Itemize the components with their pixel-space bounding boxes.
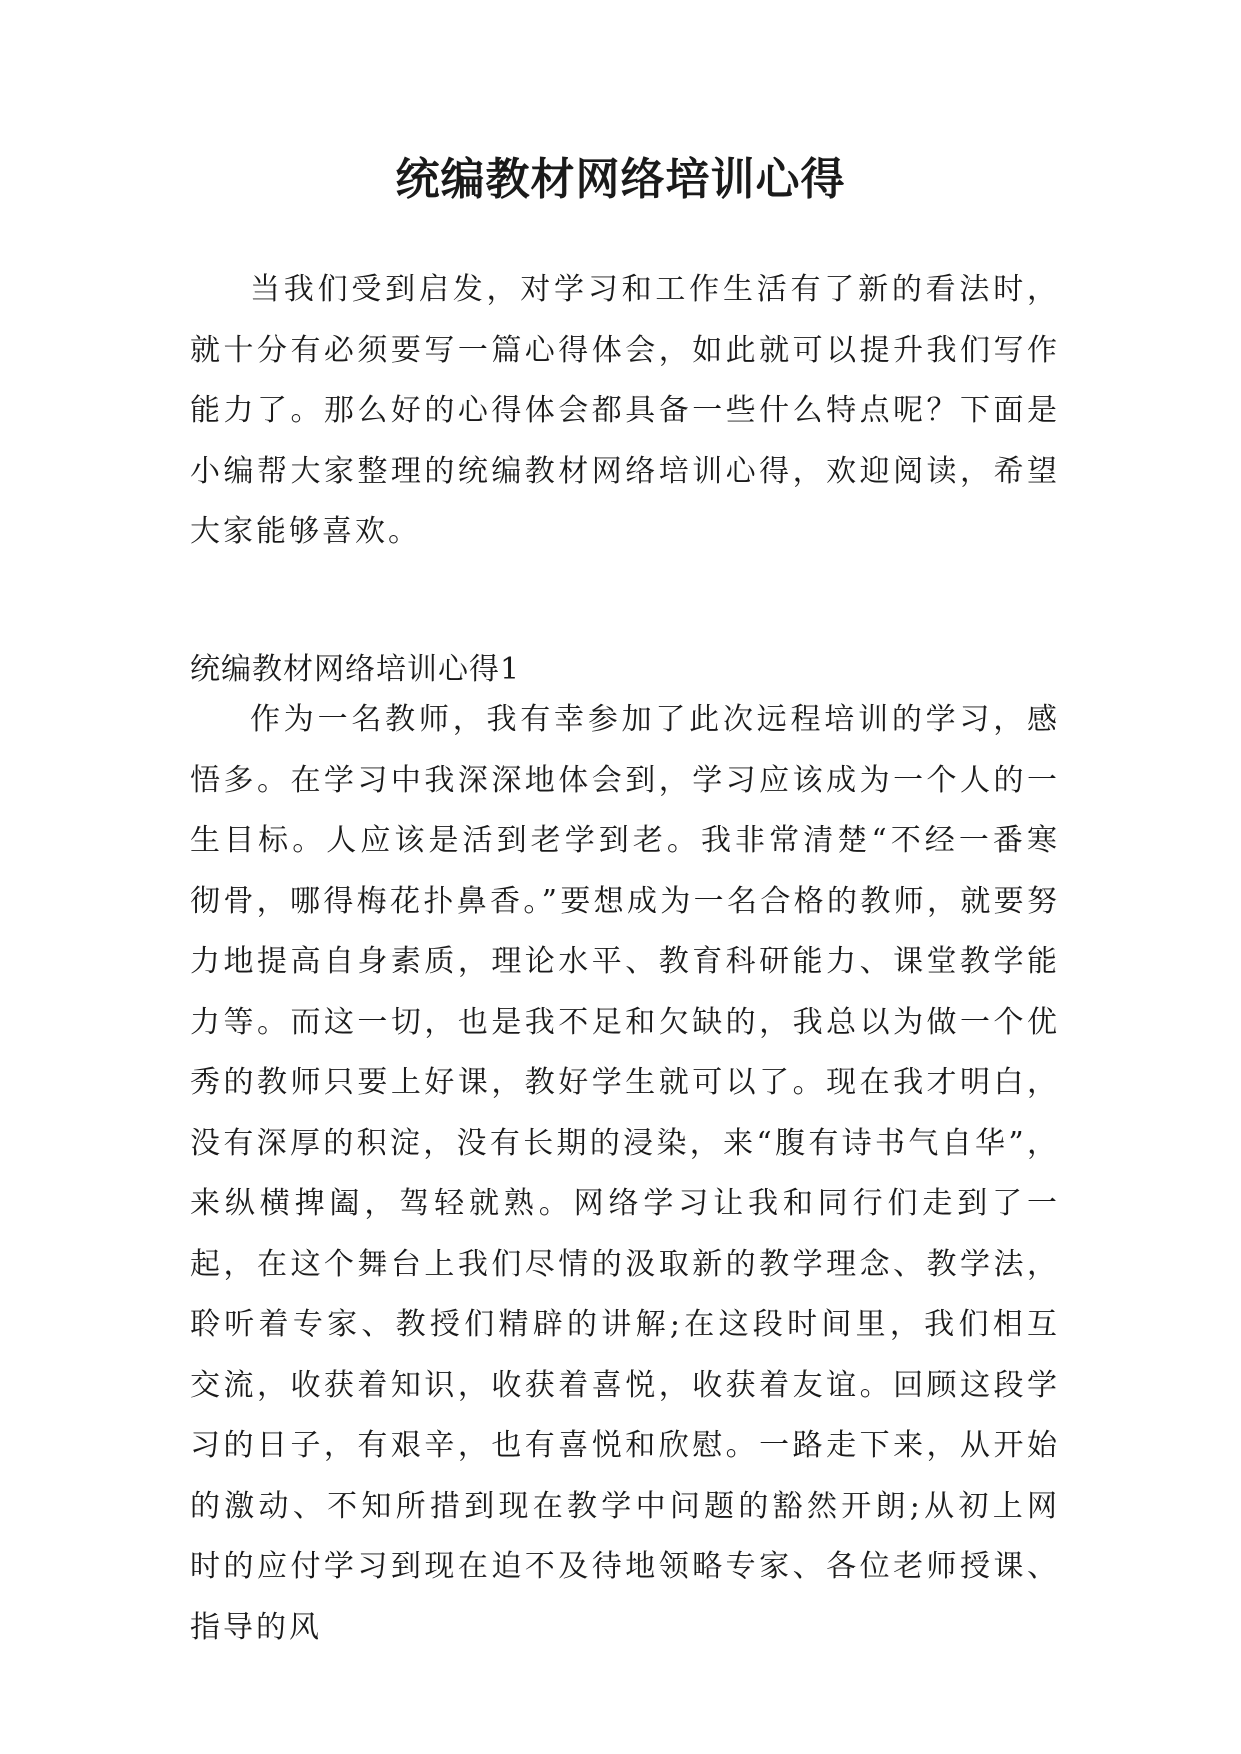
intro-paragraph: 当我们受到启发，对学习和工作生活有了新的看法时，就十分有必须要写一篇心得体会，如此就可以提升我们写作能力了。那么好的心得体会都具备一些什么特点呢？下面是小编帮大家整理的统编教材网络培训心得，欢迎阅读，希望大家能够喜欢。	[190, 272, 1060, 549]
section-heading-1: 统编教材网络培训心得1	[190, 652, 521, 687]
document-title: 统编教材网络培训心得	[395, 154, 846, 205]
section-body-1: 作为一名教师，我有幸参加了此次远程培训的学习，感悟多。在学习中我深深地体会到，学习应该成为一个人的一生目标。人应该是活到老学到老。我非常清楚“不经一番寒彻骨，哪得梅花扑鼻香。”要想成为一名合格的教师，就要努力地提高自身素质，理论水平、教育科研能力、课堂教学能力等。而这一切，也是我不足和欠缺的，我总以为做一个优秀的教师只要上好课，教好学生就可以了。现在我才明白，没有深厚的积淀，没有长期的浸染，来“腹有诗书气自华”，来纵横捭阖，驾轻就熟。网络学习让我和同行们走到了一起，在这个舞台上我们尽情的汲取新的教学理念、教学法，聆听着专家、教授们精辟的讲解;在这段时间里，我们相互交流，收获着知识，收获着喜悦，收获着友谊。回顾这段学习的日子，有艰辛，也有喜悦和欣慰。一路走下来，从开始的激动、不知所措到现在教学中问题的豁然开朗;从初上网时的应付学习到现在迫不及待地领略专家、各位老师授课、指导的风	[190, 702, 1060, 1645]
